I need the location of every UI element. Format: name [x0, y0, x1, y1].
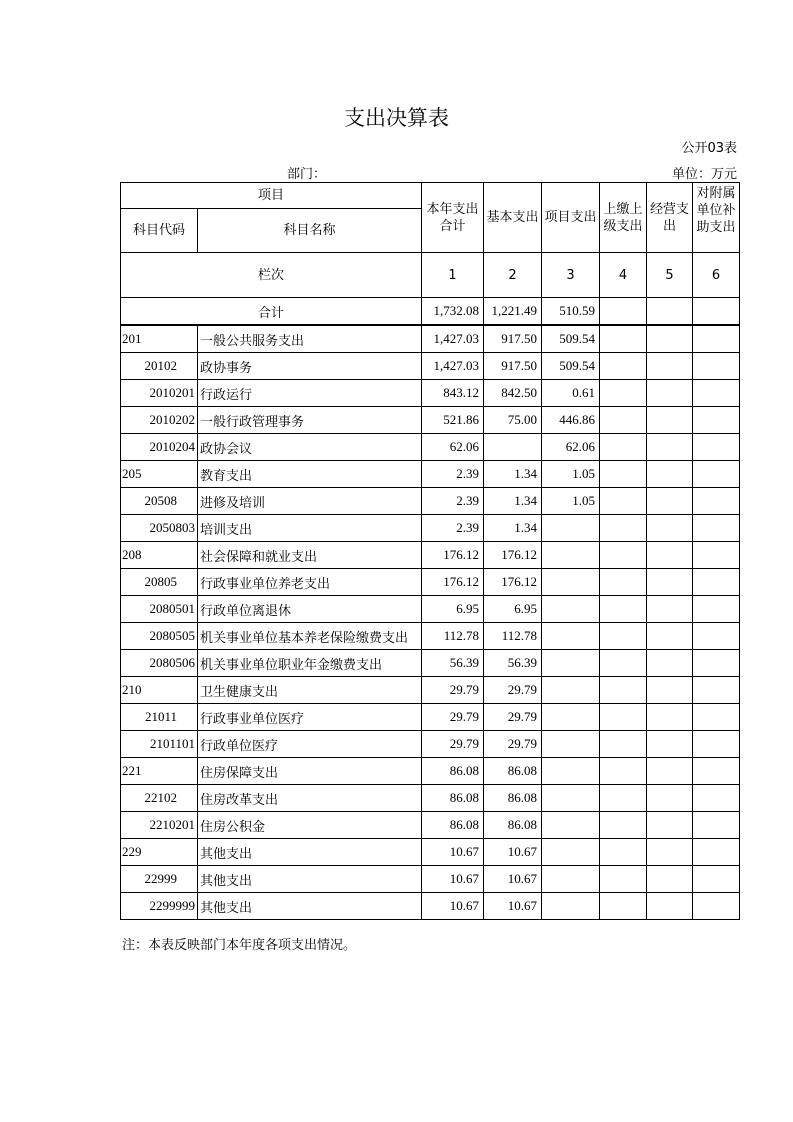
cell-c6: [693, 353, 740, 380]
cell-c3: 509.54: [542, 325, 600, 353]
cell-c6: [693, 380, 740, 407]
cell-c3: [542, 839, 600, 866]
header-n4: 4: [600, 253, 647, 298]
cell-c2: 10.67: [484, 893, 542, 920]
cell-c4: [600, 488, 647, 515]
subject-code: 2080506: [121, 650, 198, 677]
subject-name: 一般行政管理事务: [198, 407, 422, 434]
header-col5: 经营支出: [647, 183, 693, 253]
subject-name: 行政单位医疗: [198, 731, 422, 758]
subject-name: 行政事业单位医疗: [198, 704, 422, 731]
subject-name: 其他支出: [198, 839, 422, 866]
cell-c4: [600, 569, 647, 596]
cell-c5: [647, 380, 693, 407]
cell-c4: [600, 731, 647, 758]
cell-c1: 10.67: [422, 893, 484, 920]
cell-c2: 86.08: [484, 785, 542, 812]
table-row: [121, 650, 740, 677]
cell-c4: [600, 623, 647, 650]
cell-c6: [693, 893, 740, 920]
cell-c1: 1,427.03: [422, 325, 484, 353]
cell-c4: [600, 785, 647, 812]
cell-c5: [647, 839, 693, 866]
header-code: 科目代码: [121, 209, 198, 253]
cell-c3: [542, 893, 600, 920]
subject-name: 卫生健康支出: [198, 677, 422, 704]
cell-c3: [542, 515, 600, 542]
cell-c2: 842.50: [484, 380, 542, 407]
header-lanci: 栏次: [121, 253, 422, 298]
table-row: [121, 758, 740, 785]
header-n6: 6: [693, 253, 740, 298]
subject-code: 2299999: [121, 893, 198, 920]
subject-name: 教育支出: [198, 461, 422, 488]
header-col1: 本年支出合计: [422, 183, 484, 253]
form-number: 公开03表: [681, 141, 737, 156]
subject-name: 行政运行: [198, 380, 422, 407]
subject-code: 2210201: [121, 812, 198, 839]
cell-c5: [647, 353, 693, 380]
cell-c5: [647, 434, 693, 461]
cell-c2: 10.67: [484, 866, 542, 893]
cell-c5: [647, 758, 693, 785]
table-row: [121, 380, 740, 407]
subject-code: 210: [121, 677, 198, 704]
subject-name: 行政事业单位养老支出: [198, 569, 422, 596]
cell-c3: 0.61: [542, 380, 600, 407]
total-row: [121, 298, 740, 326]
cell-c6: [693, 461, 740, 488]
cell-c1: 29.79: [422, 704, 484, 731]
subject-code: 2080505: [121, 623, 198, 650]
table-row: [121, 623, 740, 650]
cell-c5: [647, 325, 693, 353]
subject-name: 培训支出: [198, 515, 422, 542]
cell-c1: 29.79: [422, 677, 484, 704]
cell-c6: [693, 866, 740, 893]
cell-c5: [647, 785, 693, 812]
cell-c5: [647, 650, 693, 677]
cell-c5: [647, 623, 693, 650]
cell-c4: [600, 812, 647, 839]
table-row: [121, 569, 740, 596]
cell-c3: [542, 758, 600, 785]
cell-c4: [600, 866, 647, 893]
cell-c1: 6.95: [422, 596, 484, 623]
subject-code: 22102: [121, 785, 198, 812]
cell-c1: 56.39: [422, 650, 484, 677]
cell-c1: 2.39: [422, 488, 484, 515]
cell-c6: [693, 785, 740, 812]
header-col2: 基本支出: [484, 183, 542, 253]
cell-c5: [647, 407, 693, 434]
cell-c6: [693, 325, 740, 353]
total-label: 合计: [121, 298, 422, 326]
table-row: [121, 461, 740, 488]
header-col6-text: 对附属单位补助支出: [696, 186, 736, 235]
subject-code: 2080501: [121, 596, 198, 623]
cell-c5: [647, 704, 693, 731]
cell-c6: [693, 488, 740, 515]
cell-c2: 86.08: [484, 758, 542, 785]
cell-c6: [693, 731, 740, 758]
subject-name: 机关事业单位基本养老保险缴费支出: [198, 623, 422, 650]
subject-name: 住房保障支出: [198, 758, 422, 785]
subject-name: 其他支出: [198, 866, 422, 893]
subject-name: 社会保障和就业支出: [198, 542, 422, 569]
cell-c2: 86.08: [484, 812, 542, 839]
table-row: [121, 488, 740, 515]
cell-c2: 29.79: [484, 704, 542, 731]
subject-code: 2050803: [121, 515, 198, 542]
cell-c2: 176.12: [484, 542, 542, 569]
cell-c2: 112.78: [484, 623, 542, 650]
cell-c2: 29.79: [484, 731, 542, 758]
cell-c3: [542, 785, 600, 812]
total-c5: [647, 298, 693, 326]
header-name: 科目名称: [198, 209, 422, 253]
cell-c5: [647, 542, 693, 569]
table-row: [121, 325, 740, 353]
cell-c6: [693, 812, 740, 839]
subject-code: 21011: [121, 704, 198, 731]
subject-code: 20102: [121, 353, 198, 380]
subject-name: 一般公共服务支出: [198, 325, 422, 353]
cell-c6: [693, 839, 740, 866]
cell-c6: [693, 704, 740, 731]
cell-c6: [693, 758, 740, 785]
cell-c2: 917.50: [484, 325, 542, 353]
subject-name: 住房改革支出: [198, 785, 422, 812]
cell-c6: [693, 542, 740, 569]
cell-c5: [647, 596, 693, 623]
subject-code: 20805: [121, 569, 198, 596]
cell-c4: [600, 461, 647, 488]
cell-c4: [600, 758, 647, 785]
cell-c1: 2.39: [422, 515, 484, 542]
table-row: [121, 866, 740, 893]
cell-c6: [693, 407, 740, 434]
subject-code: 20508: [121, 488, 198, 515]
cell-c6: [693, 623, 740, 650]
header-n1: 1: [422, 253, 484, 298]
cell-c5: [647, 461, 693, 488]
cell-c1: 62.06: [422, 434, 484, 461]
total-c6: [693, 298, 740, 326]
cell-c4: [600, 839, 647, 866]
header-n5: 5: [647, 253, 693, 298]
cell-c2: 6.95: [484, 596, 542, 623]
department-label: 部门：: [287, 167, 327, 182]
cell-c4: [600, 353, 647, 380]
cell-c1: 521.86: [422, 407, 484, 434]
cell-c5: [647, 812, 693, 839]
table-row: [121, 407, 740, 434]
cell-c4: [600, 407, 647, 434]
cell-c5: [647, 731, 693, 758]
cell-c5: [647, 515, 693, 542]
cell-c3: [542, 650, 600, 677]
cell-c3: [542, 704, 600, 731]
cell-c4: [600, 893, 647, 920]
subject-name: 住房公积金: [198, 812, 422, 839]
cell-c5: [647, 569, 693, 596]
cell-c1: 843.12: [422, 380, 484, 407]
header-n2: 2: [484, 253, 542, 298]
cell-c3: 62.06: [542, 434, 600, 461]
cell-c1: 10.67: [422, 839, 484, 866]
expenditure-table: [120, 182, 740, 920]
subject-name: 进修及培训: [198, 488, 422, 515]
table-row: [121, 434, 740, 461]
table-row: [121, 893, 740, 920]
cell-c2: 1.34: [484, 461, 542, 488]
cell-c1: 10.67: [422, 866, 484, 893]
cell-c5: [647, 866, 693, 893]
subject-code: 229: [121, 839, 198, 866]
cell-c4: [600, 542, 647, 569]
cell-c2: 1.34: [484, 488, 542, 515]
cell-c1: 86.08: [422, 758, 484, 785]
header-col4: 上缴上级支出: [600, 183, 647, 253]
cell-c1: 1,427.03: [422, 353, 484, 380]
cell-c6: [693, 650, 740, 677]
subject-code: 2010202: [121, 407, 198, 434]
subject-code: 205: [121, 461, 198, 488]
subject-code: 2010201: [121, 380, 198, 407]
cell-c2: 1.34: [484, 515, 542, 542]
unit-label: 单位：万元: [671, 167, 737, 182]
cell-c3: [542, 542, 600, 569]
table-row: [121, 542, 740, 569]
subject-name: 行政单位离退休: [198, 596, 422, 623]
header-col3: 项目支出: [542, 183, 600, 253]
cell-c5: [647, 677, 693, 704]
cell-c6: [693, 569, 740, 596]
subject-name: 政协事务: [198, 353, 422, 380]
cell-c1: 2.39: [422, 461, 484, 488]
cell-c1: 176.12: [422, 542, 484, 569]
header-n3: 3: [542, 253, 600, 298]
cell-c4: [600, 380, 647, 407]
subject-name: 机关事业单位职业年金缴费支出: [198, 650, 422, 677]
cell-c1: 29.79: [422, 731, 484, 758]
subject-name: 其他支出: [198, 893, 422, 920]
cell-c4: [600, 596, 647, 623]
subject-name: 政协会议: [198, 434, 422, 461]
table-row: [121, 785, 740, 812]
cell-c2: 176.12: [484, 569, 542, 596]
cell-c4: [600, 704, 647, 731]
cell-c4: [600, 325, 647, 353]
cell-c3: [542, 812, 600, 839]
table-row: [121, 596, 740, 623]
subject-code: 201: [121, 325, 198, 353]
cell-c2: 10.67: [484, 839, 542, 866]
subject-code: 2010204: [121, 434, 198, 461]
cell-c2: [484, 434, 542, 461]
cell-c6: [693, 677, 740, 704]
cell-c3: [542, 866, 600, 893]
cell-c3: [542, 677, 600, 704]
table-row: [121, 353, 740, 380]
header-col6: [693, 183, 740, 253]
table-row: [121, 677, 740, 704]
subject-code: 2101101: [121, 731, 198, 758]
header-project: 项目: [121, 183, 422, 209]
cell-c4: [600, 650, 647, 677]
subject-code: 22999: [121, 866, 198, 893]
table-row: [121, 515, 740, 542]
cell-c3: [542, 596, 600, 623]
cell-c1: 86.08: [422, 785, 484, 812]
cell-c3: [542, 623, 600, 650]
total-c2: 1,221.49: [484, 298, 542, 326]
total-c1: 1,732.08: [422, 298, 484, 326]
cell-c3: [542, 731, 600, 758]
cell-c6: [693, 515, 740, 542]
cell-c3: 1.05: [542, 488, 600, 515]
cell-c4: [600, 434, 647, 461]
cell-c5: [647, 488, 693, 515]
table-row: [121, 812, 740, 839]
cell-c3: 1.05: [542, 461, 600, 488]
cell-c2: 56.39: [484, 650, 542, 677]
cell-c3: 446.86: [542, 407, 600, 434]
subject-code: 221: [121, 758, 198, 785]
footnote: 注：本表反映部门本年度各项支出情况。: [122, 937, 357, 952]
cell-c1: 112.78: [422, 623, 484, 650]
cell-c4: [600, 677, 647, 704]
cell-c3: 509.54: [542, 353, 600, 380]
cell-c2: 29.79: [484, 677, 542, 704]
cell-c1: 86.08: [422, 812, 484, 839]
cell-c3: [542, 569, 600, 596]
cell-c2: 917.50: [484, 353, 542, 380]
table-row: [121, 839, 740, 866]
table-row: [121, 731, 740, 758]
cell-c5: [647, 893, 693, 920]
cell-c4: [600, 515, 647, 542]
cell-c6: [693, 596, 740, 623]
total-c3: 510.59: [542, 298, 600, 326]
subject-code: 208: [121, 542, 198, 569]
page-title: 支出决算表: [344, 106, 449, 130]
table-row: [121, 704, 740, 731]
total-c4: [600, 298, 647, 326]
cell-c6: [693, 434, 740, 461]
cell-c1: 176.12: [422, 569, 484, 596]
cell-c2: 75.00: [484, 407, 542, 434]
